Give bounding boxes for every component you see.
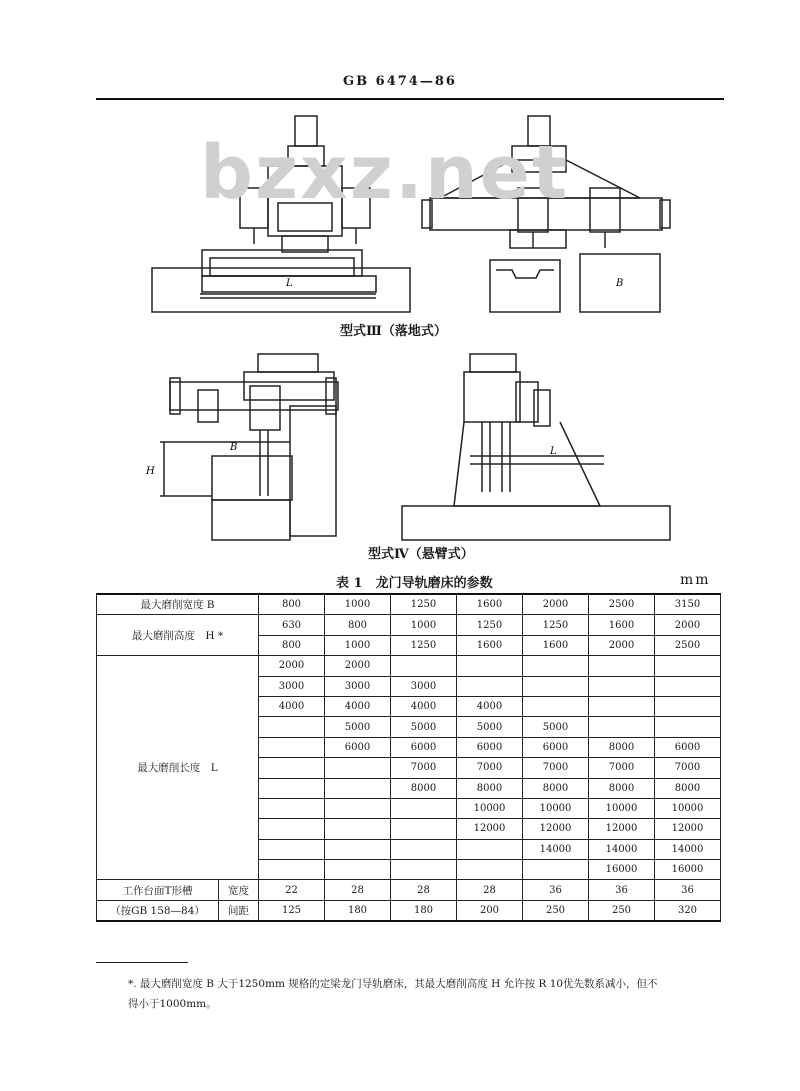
height-cell: 2000 [589, 635, 655, 655]
length-cell: 14000 [523, 839, 589, 859]
length-cell [655, 656, 721, 676]
length-cell: 8000 [589, 737, 655, 757]
width-cell: 1600 [457, 594, 523, 615]
height-cell: 1250 [391, 635, 457, 655]
width-cell: 1250 [391, 594, 457, 615]
label-slot-spacing: 间距 [219, 900, 259, 921]
length-cell [457, 656, 523, 676]
length-cell: 8000 [655, 778, 721, 798]
slot-width-cell: 22 [259, 880, 325, 900]
length-cell: 6000 [523, 737, 589, 757]
label-max-width: 最大磨削宽度 B [97, 594, 259, 615]
length-cell [523, 860, 589, 880]
length-cell [589, 717, 655, 737]
row-width [97, 594, 721, 615]
length-cell: 4000 [325, 696, 391, 716]
table-unit: mm [680, 572, 711, 588]
height-cell: 630 [259, 615, 325, 635]
page-header: GB 6474—86 [343, 74, 457, 89]
length-cell: 4000 [391, 696, 457, 716]
slot-width-cell: 36 [523, 880, 589, 900]
length-cell [391, 819, 457, 839]
dimension-label-l: L [286, 278, 293, 289]
row-height-1 [97, 615, 721, 635]
footnote-line-2: 得小于1000mm。 [128, 998, 217, 1010]
dimension-label-l2: L [550, 446, 557, 457]
length-cell [391, 656, 457, 676]
length-cell: 10000 [589, 798, 655, 818]
length-cell: 4000 [457, 696, 523, 716]
width-cell: 800 [259, 594, 325, 615]
header-rule [96, 98, 724, 100]
figure-caption-type-3: 型式Ⅲ（落地式） [340, 324, 447, 339]
length-cell: 3000 [259, 676, 325, 696]
length-cell: 12000 [655, 819, 721, 839]
slot-spacing-cell: 250 [589, 900, 655, 921]
height-cell: 1250 [457, 615, 523, 635]
length-cell: 3000 [391, 676, 457, 696]
dimension-label-b2: B [230, 442, 238, 453]
length-cell [259, 737, 325, 757]
slot-spacing-cell: 250 [523, 900, 589, 921]
length-cell: 5000 [457, 717, 523, 737]
length-cell [457, 676, 523, 696]
slot-spacing-cell: 125 [259, 900, 325, 921]
width-cell: 2000 [523, 594, 589, 615]
length-cell: 7000 [523, 758, 589, 778]
height-cell: 1250 [523, 615, 589, 635]
length-cell: 10000 [457, 798, 523, 818]
height-cell: 1600 [589, 615, 655, 635]
length-cell: 14000 [589, 839, 655, 859]
length-cell [589, 696, 655, 716]
slot-width-cell: 36 [655, 880, 721, 900]
width-cell: 3150 [655, 594, 721, 615]
length-cell [259, 819, 325, 839]
slot-spacing-cell: 200 [457, 900, 523, 921]
length-cell [391, 839, 457, 859]
length-cell: 4000 [259, 696, 325, 716]
length-cell [457, 839, 523, 859]
length-cell: 7000 [589, 758, 655, 778]
row-slot-spacing [97, 900, 721, 921]
length-cell [259, 860, 325, 880]
length-cell: 10000 [523, 798, 589, 818]
length-cell [589, 676, 655, 696]
slot-width-cell: 36 [589, 880, 655, 900]
length-cell [325, 798, 391, 818]
label-t-slot-standard: （按GB 158—84） [97, 900, 219, 921]
length-cell [523, 696, 589, 716]
length-cell [457, 860, 523, 880]
length-cell [523, 676, 589, 696]
footnote-line-1: *. 最大磨削宽度 B 大于1250mm 规格的定梁龙门导轨磨床，其最大磨削高度 H 允许按 R 10优先数系减小，但不 [128, 978, 658, 990]
footnote [128, 974, 728, 1014]
length-cell: 6000 [655, 737, 721, 757]
height-cell: 1600 [457, 635, 523, 655]
length-cell [325, 860, 391, 880]
label-max-height: 最大磨削高度 H * [97, 615, 259, 656]
length-cell: 14000 [655, 839, 721, 859]
length-cell [589, 656, 655, 676]
dimension-label-h: H [146, 466, 155, 477]
height-cell: 1600 [523, 635, 589, 655]
length-cell: 5000 [523, 717, 589, 737]
length-cell: 5000 [325, 717, 391, 737]
length-cell [259, 778, 325, 798]
length-cell [325, 758, 391, 778]
label-max-length: 最大磨削长度 L [97, 656, 259, 880]
length-cell [325, 839, 391, 859]
watermark-text: bzxz.net [200, 130, 570, 216]
length-cell: 12000 [523, 819, 589, 839]
length-cell [259, 758, 325, 778]
length-cell: 10000 [655, 798, 721, 818]
height-cell: 2500 [655, 635, 721, 655]
length-cell [655, 717, 721, 737]
length-cell: 2000 [259, 656, 325, 676]
height-cell: 2000 [655, 615, 721, 635]
dimension-label-b: B [616, 278, 624, 289]
length-cell: 8000 [589, 778, 655, 798]
length-cell [523, 656, 589, 676]
length-cell: 3000 [325, 676, 391, 696]
width-cell: 1000 [325, 594, 391, 615]
figure-type-4 [140, 346, 680, 542]
label-t-slot: 工作台面T形槽 [97, 880, 219, 900]
height-cell: 800 [259, 635, 325, 655]
parameter-table [96, 593, 721, 922]
figure-caption-type-4: 型式Ⅳ（悬臂式） [368, 547, 474, 562]
length-cell [655, 676, 721, 696]
length-cell: 16000 [655, 860, 721, 880]
row-length [97, 656, 721, 676]
length-cell [259, 717, 325, 737]
length-cell: 16000 [589, 860, 655, 880]
slot-width-cell: 28 [457, 880, 523, 900]
length-cell: 12000 [589, 819, 655, 839]
length-cell: 5000 [391, 717, 457, 737]
length-cell: 12000 [457, 819, 523, 839]
length-cell [325, 819, 391, 839]
length-cell: 6000 [391, 737, 457, 757]
footnote-rule [96, 962, 188, 963]
length-cell [391, 798, 457, 818]
height-cell: 800 [325, 615, 391, 635]
length-cell: 8000 [457, 778, 523, 798]
table-caption: 表 1 龙门导轨磨床的参数 [336, 576, 493, 591]
length-cell: 6000 [325, 737, 391, 757]
slot-width-cell: 28 [325, 880, 391, 900]
length-cell: 7000 [655, 758, 721, 778]
slot-width-cell: 28 [391, 880, 457, 900]
width-cell: 2500 [589, 594, 655, 615]
length-cell: 6000 [457, 737, 523, 757]
length-cell: 2000 [325, 656, 391, 676]
height-cell: 1000 [325, 635, 391, 655]
length-cell [259, 798, 325, 818]
length-cell [259, 839, 325, 859]
label-slot-width: 宽度 [219, 880, 259, 900]
length-cell [391, 860, 457, 880]
length-cell: 7000 [457, 758, 523, 778]
slot-spacing-cell: 180 [391, 900, 457, 921]
length-cell: 7000 [391, 758, 457, 778]
length-cell [325, 778, 391, 798]
length-cell [655, 696, 721, 716]
slot-spacing-cell: 320 [655, 900, 721, 921]
slot-spacing-cell: 180 [325, 900, 391, 921]
length-cell: 8000 [391, 778, 457, 798]
length-cell: 8000 [523, 778, 589, 798]
row-slot-width [97, 880, 721, 900]
height-cell: 1000 [391, 615, 457, 635]
